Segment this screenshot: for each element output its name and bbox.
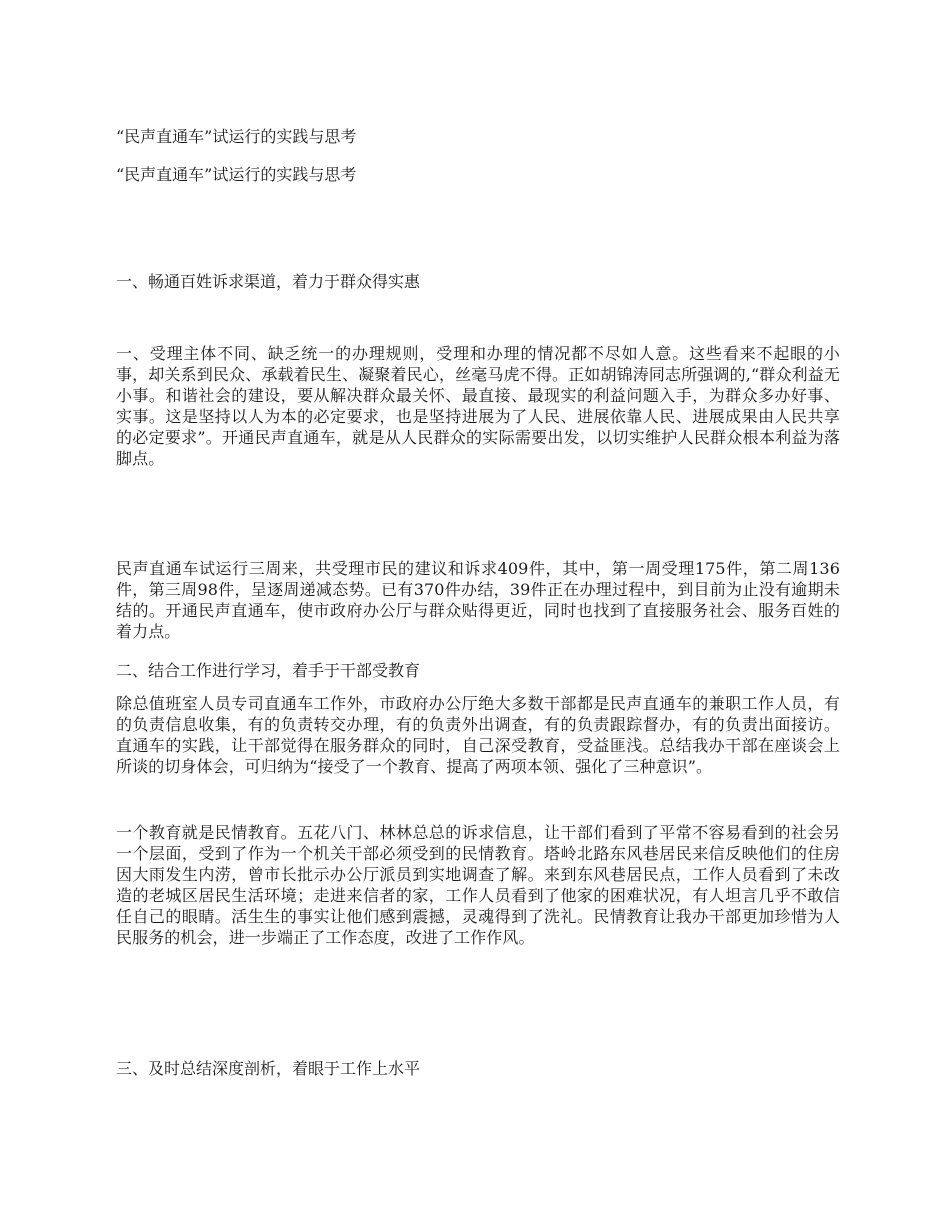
paragraph-2: 民声直通车试运行三周来，共受理市民的建议和诉求409件，其中，第一周受理175件，第二周136件，第三周98件，呈逐周递减态势。已有370件办结，39件正在办理过程中，到目前为止没有逾期未结的。开通民声直通车，使市政府办公厅与群众贴得更近，同时也找到了直接服务社会、服务百姓的着力点。 xyxy=(116,559,840,641)
section-heading-3: 三、及时总结深度剖析，着眼于工作上水平 xyxy=(116,1059,421,1078)
paragraph-3: 除总值班室人员专司直通车工作外，市政府办公厅绝大多数干部都是民声直通车的兼职工作人员，有的负责信息收集，有的负责转交办理，有的负责外出调查，有的负责跟踪督办，有的负责出面接访。直通车的实践，让干部觉得在服务群众的同时，自己深受教育，受益匪浅。总结我办干部在座谈会上所谈的切身体会，可归纳为“接受了一个教育、提高了两项本领、强化了三种意识”。 xyxy=(116,694,840,776)
document-title: “民声直通车”试运行的实践与思考 xyxy=(116,127,357,146)
paragraph-4: 一个教育就是民情教育。五花八门、林林总总的诉求信息，让干部们看到了平常不容易看到的社会另一个层面，受到了作为一个机关干部必须受到的民情教育。塔岭北路东风巷居民来信反映他们的住房因大雨发生内涝，曾市长批示办公厅派员到实地调查了解。来到东风巷居民点，工作人员看到了未改造的老城区居民生活环境；走进来信者的家，工作人员看到了他家的困难状况，有人坦言几乎不敢信任自己的眼睛。活生生的事实让他们感到震撼，灵魂得到了洗礼。民情教育让我办干部更加珍惜为人民服务的机会，进一步端正了工作态度，改进了工作作风。 xyxy=(116,823,840,947)
document-title-repeat: “民声直通车”试运行的实践与思考 xyxy=(116,165,357,184)
section-heading-2: 二、结合工作进行学习，着手于干部受教育 xyxy=(116,661,421,680)
paragraph-1: 一、受理主体不同、缺乏统一的办理规则，受理和办理的情况都不尽如人意。这些看来不起眼的小事，却关系到民众、承载着民生、凝聚着民心，丝毫马虎不得。正如胡锦涛同志所强调的,“群众利益无小事。和谐社会的建设，要从解决群众最关怀、最直接、最现实的利益问题入手，为群众多办好事、实事。这是坚持以人为本的必定要求，也是坚持进展为了人民、进展依靠人民、进展成果由人民共享的必定要求”。开通民声直通车，就是从人民群众的实际需要出发，以切实维护人民群众根本利益为落脚点。 xyxy=(116,344,840,468)
section-heading-1: 一、畅通百姓诉求渠道，着力于群众得实惠 xyxy=(116,272,421,291)
